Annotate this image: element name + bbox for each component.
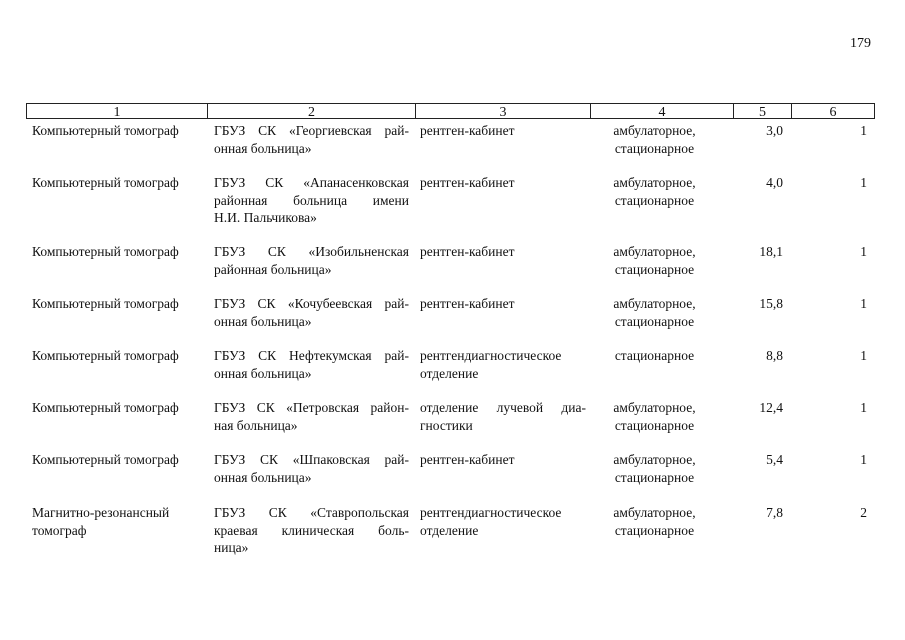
care-type-cell (597, 399, 712, 434)
table-header (26, 103, 875, 119)
count-cell: 1 (860, 400, 867, 415)
unit-cell-line: отделение лучевой диа- (420, 400, 586, 415)
count-cell: 1 (860, 175, 867, 190)
care-type-cell (597, 347, 712, 365)
value-cell: 8,8 (766, 348, 783, 363)
organization-cell (214, 122, 409, 157)
equipment-cell-line: Компьютерный томограф (32, 123, 179, 138)
care-type-cell-line: амбулаторное, (613, 296, 696, 311)
organization-cell (214, 347, 409, 382)
equipment-cell (32, 504, 207, 539)
organization-cell-line: онная больница» (214, 140, 312, 156)
care-type-cell (597, 243, 712, 278)
header-col-3: 3 (416, 104, 591, 118)
count-cell: 1 (860, 452, 867, 467)
organization-cell (214, 451, 409, 486)
care-type-cell-line: стационарное (614, 469, 695, 485)
unit-cell-line: рентген-кабинет (420, 244, 515, 259)
unit-cell-line: отделение (420, 365, 479, 381)
count-cell: 1 (860, 123, 867, 138)
organization-cell-line: районная больница» (214, 261, 332, 277)
value-cell: 7,8 (766, 505, 783, 520)
care-type-cell-line: амбулаторное, (613, 175, 696, 190)
unit-cell (420, 174, 586, 192)
organization-cell-line: ГБУЗ СК «Апанасенковская (214, 175, 409, 190)
header-col-4: 4 (591, 104, 734, 118)
value-cell: 12,4 (759, 400, 783, 415)
organization-cell-line: онная больница» (214, 313, 312, 329)
organization-cell-line: ГБУЗ СК «Ставропольская (214, 505, 409, 520)
care-type-cell-line: стационарное (614, 261, 695, 277)
equipment-cell (32, 451, 207, 469)
organization-cell (214, 243, 409, 278)
header-col-5: 5 (734, 104, 792, 118)
header-col-2: 2 (208, 104, 416, 118)
count-cell: 1 (860, 296, 867, 311)
organization-cell (214, 295, 409, 330)
organization-cell-line: ная больница» (214, 417, 298, 433)
care-type-cell-line: стационарное (614, 192, 695, 208)
equipment-cell (32, 174, 207, 192)
care-type-cell (597, 295, 712, 330)
organization-cell-line: краевая клиническая боль- (214, 522, 409, 538)
organization-cell (214, 504, 409, 557)
care-type-cell-line: амбулаторное, (613, 452, 696, 467)
value-cell: 3,0 (766, 123, 783, 138)
unit-cell (420, 399, 586, 434)
unit-cell-line: рентгендиагностическое (420, 348, 562, 363)
care-type-cell-line: амбулаторное, (613, 123, 696, 138)
organization-cell-line: ница» (214, 540, 249, 555)
organization-cell-line: ГБУЗ СК «Шпаковская рай- (214, 452, 409, 467)
care-type-cell-line: стационарное (614, 417, 695, 433)
value-cell: 4,0 (766, 175, 783, 190)
organization-cell-line: ГБУЗ СК «Изобильненская (214, 244, 409, 259)
value-cell: 18,1 (759, 244, 783, 259)
care-type-cell-line: амбулаторное, (613, 244, 696, 259)
unit-cell-line: отделение (420, 522, 479, 538)
organization-cell-line: ГБУЗ СК «Кочубеевская рай- (214, 296, 409, 311)
unit-cell (420, 243, 586, 261)
organization-cell (214, 399, 409, 434)
organization-cell-line: онная больница» (214, 469, 312, 485)
equipment-cell-line: томограф (32, 522, 87, 538)
organization-cell-line: ГБУЗ СК Нефтекумская рай- (214, 348, 409, 363)
unit-cell (420, 122, 586, 140)
care-type-cell (597, 451, 712, 486)
organization-cell-line: Н.И. Пальчикова» (214, 210, 317, 225)
unit-cell-line: рентген-кабинет (420, 452, 515, 467)
unit-cell (420, 295, 586, 313)
unit-cell-line: рентген-кабинет (420, 123, 515, 138)
equipment-cell (32, 399, 207, 417)
equipment-cell (32, 295, 207, 313)
care-type-cell (597, 122, 712, 157)
equipment-cell-line: Компьютерный томограф (32, 175, 179, 190)
unit-cell-line: гностики (420, 417, 473, 433)
value-cell: 5,4 (766, 452, 783, 467)
unit-cell-line: рентгендиагностическое (420, 505, 562, 520)
equipment-cell-line: Магнитно-резонансный (32, 505, 170, 520)
care-type-cell (597, 504, 712, 539)
equipment-cell-line: Компьютерный томограф (32, 244, 179, 259)
equipment-cell (32, 122, 207, 140)
organization-cell-line: ГБУЗ СК «Георгиевская рай- (214, 123, 409, 138)
unit-cell (420, 347, 586, 382)
care-type-cell-line: стационарное (614, 140, 695, 156)
value-cell: 15,8 (759, 296, 783, 311)
count-cell: 2 (860, 505, 867, 520)
organization-cell-line: ГБУЗ СК «Петровская район- (214, 400, 409, 415)
unit-cell-line: рентген-кабинет (420, 296, 515, 311)
organization-cell-line: онная больница» (214, 365, 312, 381)
unit-cell (420, 451, 586, 469)
equipment-cell-line: Компьютерный томограф (32, 452, 179, 467)
organization-cell (214, 174, 409, 227)
care-type-cell (597, 174, 712, 209)
equipment-cell-line: Компьютерный томограф (32, 296, 179, 311)
care-type-cell-line: стационарное (614, 348, 695, 363)
unit-cell-line: рентген-кабинет (420, 175, 515, 190)
care-type-cell-line: амбулаторное, (613, 400, 696, 415)
equipment-cell (32, 243, 207, 261)
care-type-cell-line: амбулаторное, (613, 505, 696, 520)
care-type-cell-line: стационарное (614, 522, 695, 538)
unit-cell (420, 504, 586, 539)
equipment-cell-line: Компьютерный томограф (32, 400, 179, 415)
equipment-cell-line: Компьютерный томограф (32, 348, 179, 363)
page-number: 179 (850, 36, 871, 51)
organization-cell-line: районная больница имени (214, 192, 409, 208)
count-cell: 1 (860, 348, 867, 363)
header-col-6: 6 (829, 105, 837, 120)
header-col-1: 1 (27, 104, 208, 118)
care-type-cell-line: стационарное (614, 313, 695, 329)
count-cell: 1 (860, 244, 867, 259)
equipment-cell (32, 347, 207, 365)
